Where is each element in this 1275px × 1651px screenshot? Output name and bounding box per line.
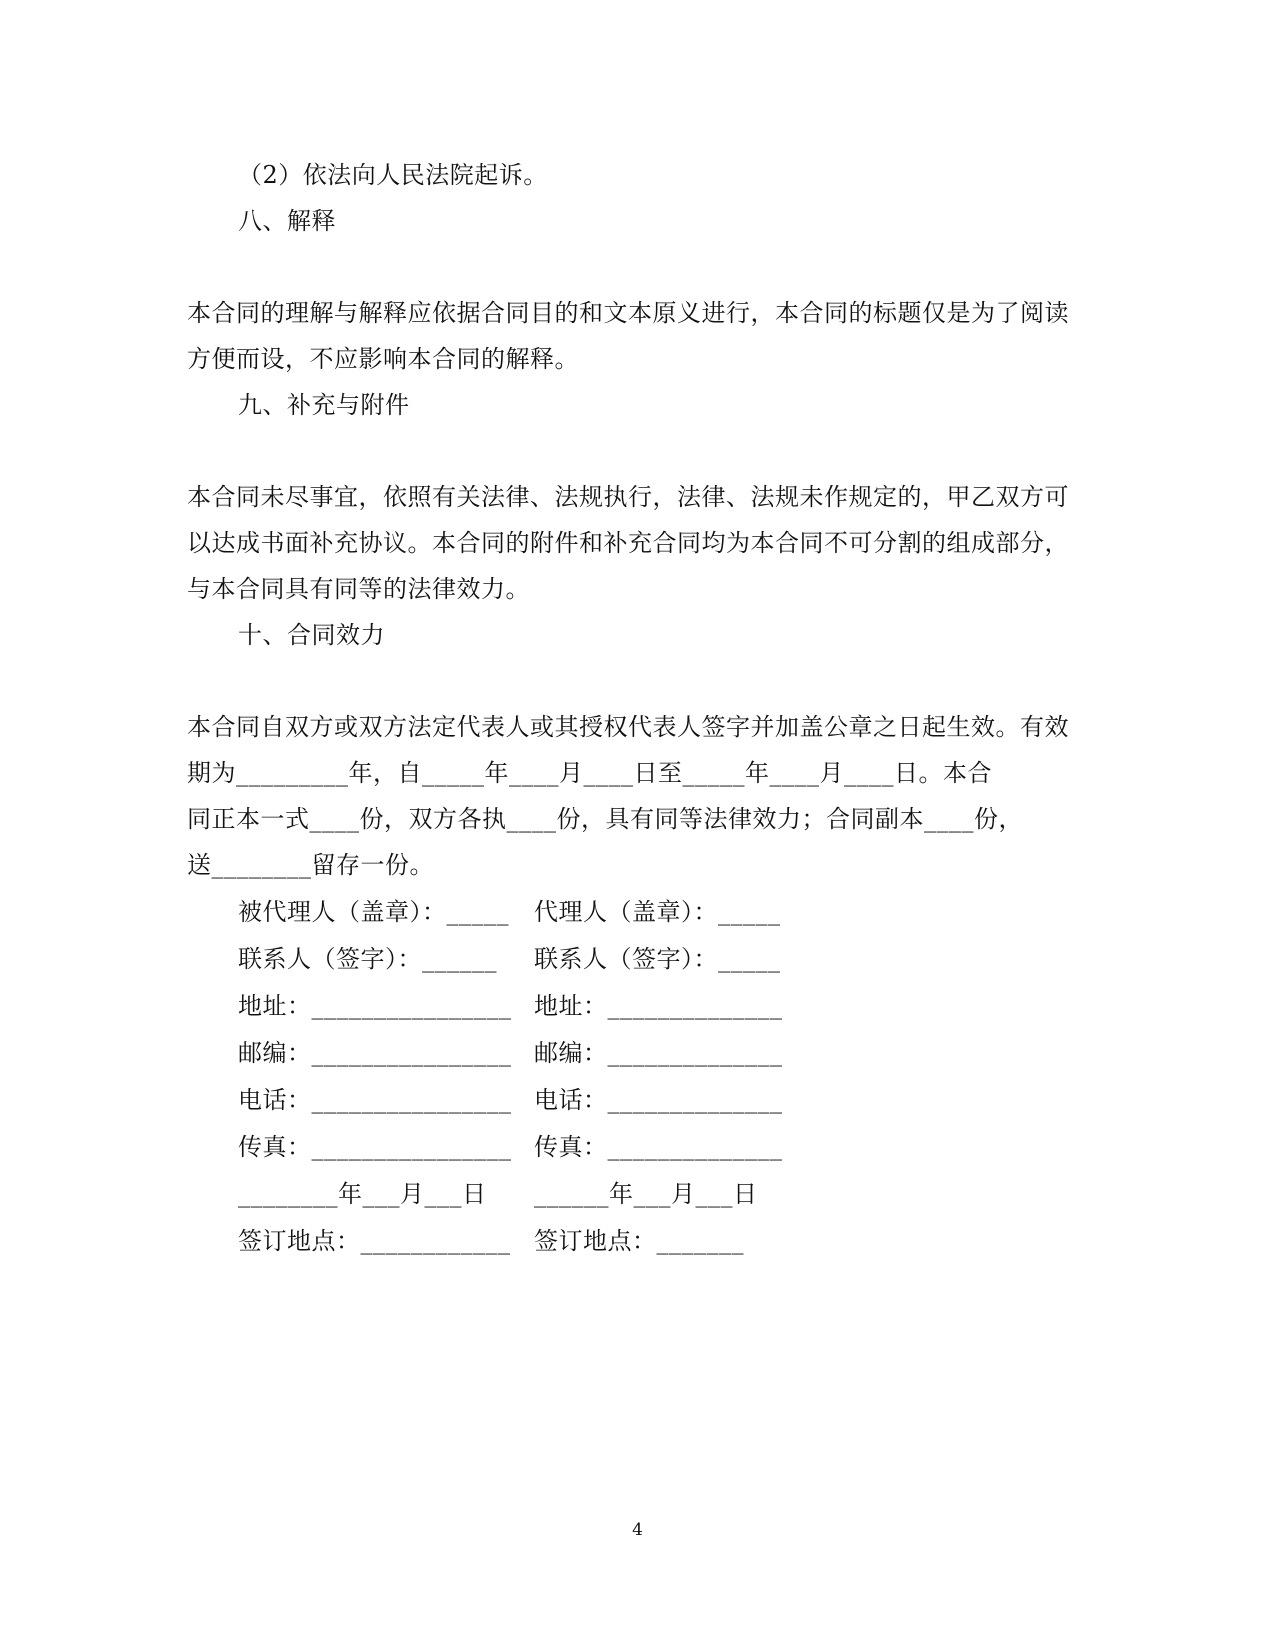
interpretation-paragraph-line-2: 方便而设，不应影响本合同的解释。	[187, 345, 579, 373]
principal-contact-field: 联系人（签字）：______	[238, 945, 497, 973]
principal-seal-field: 被代理人（盖章）：_____	[238, 898, 509, 926]
agent-phone-field: 电话：______________	[534, 1086, 783, 1114]
principal-signing-place-field: 签订地点：____________	[238, 1227, 511, 1255]
section-heading-supplements: 九、补充与附件	[238, 391, 410, 419]
effectiveness-paragraph-line-4: 送________留存一份。	[187, 851, 434, 879]
interpretation-paragraph-line-1: 本合同的理解与解释应依据合同目的和文本原义进行，本合同的标题仅是为了阅读	[187, 299, 1069, 327]
agent-fax-field: 传真：______________	[534, 1133, 783, 1161]
principal-address-field: 地址：________________	[238, 992, 512, 1020]
principal-fax-field: 传真：________________	[238, 1133, 512, 1161]
agent-contact-field: 联系人（签字）：_____	[534, 945, 781, 973]
effectiveness-paragraph-line-2: 期为_________年，自_____年____月____日至_____年____月____日。本合	[187, 759, 992, 787]
effectiveness-paragraph-line-1: 本合同自双方或双方法定代表人或其授权代表人签字并加盖公章之日起生效。有效	[187, 713, 1069, 741]
supplements-paragraph-line-1: 本合同未尽事宜，依照有关法律、法规执行，法律、法规未作规定的，甲乙双方可	[187, 483, 1069, 511]
principal-phone-field: 电话：________________	[238, 1086, 512, 1114]
page-number: 4	[632, 1520, 643, 1540]
agent-date-field: ______年___月___日	[534, 1180, 758, 1208]
effectiveness-paragraph-line-3: 同正本一式____份，双方各执____份，具有同等法律效力；合同副本____份，	[187, 805, 1023, 833]
section-heading-interpretation: 八、解释	[238, 207, 336, 235]
supplements-paragraph-line-2: 以达成书面补充协议。本合同的附件和补充合同均为本合同不可分割的组成部分，	[187, 529, 1069, 557]
agent-seal-field: 代理人（盖章）：_____	[534, 898, 781, 926]
principal-date-field: ________年___月___日	[238, 1180, 487, 1208]
principal-postcode-field: 邮编：________________	[238, 1039, 512, 1067]
agent-postcode-field: 邮编：______________	[534, 1039, 783, 1067]
section-heading-effectiveness: 十、合同效力	[238, 621, 385, 649]
agent-address-field: 地址：______________	[534, 992, 783, 1020]
agent-signing-place-field: 签订地点：_______	[534, 1227, 744, 1255]
clause-item-2: （2）依法向人民法院起诉。	[238, 161, 548, 189]
supplements-paragraph-line-3: 与本合同具有同等的法律效力。	[187, 575, 530, 603]
